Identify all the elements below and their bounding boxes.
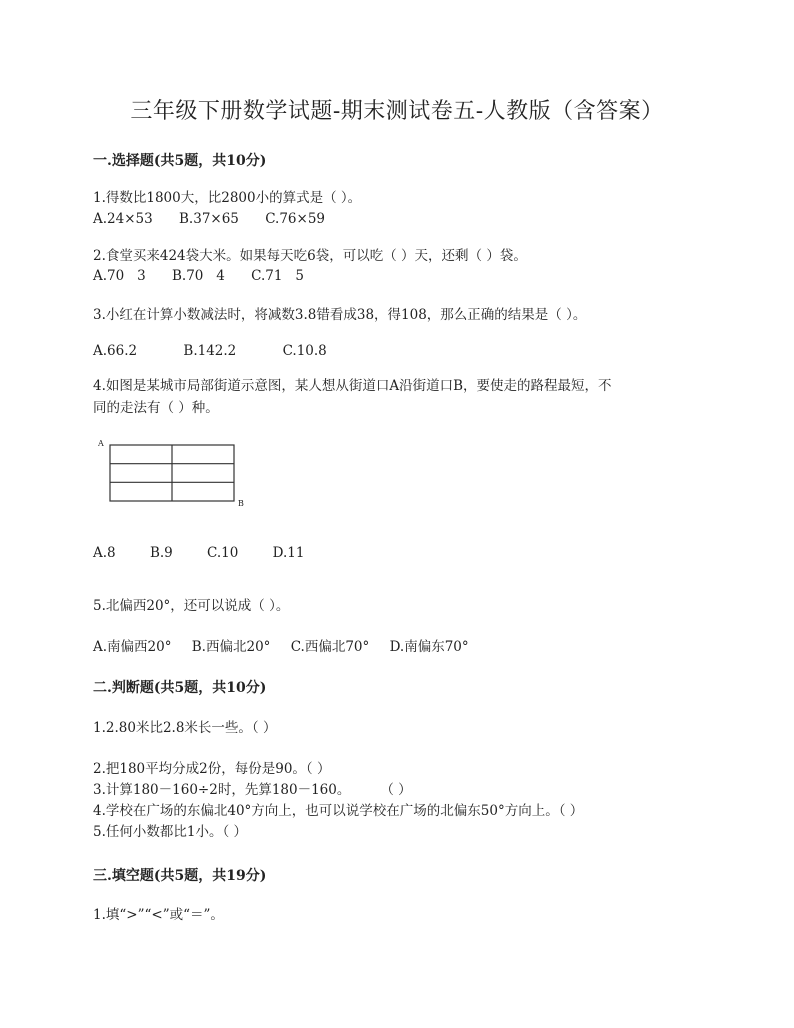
section-heading-judge: 二.判断题(共5题，共10分) xyxy=(93,680,267,696)
option-c: C.71 5 xyxy=(251,268,304,284)
question-3: 3.小红在计算小数减法时，将减数3.8错看成38，得108，那么正确的结果是（ ）。 xyxy=(93,307,587,323)
judge-item-4: 4.学校在广场的东偏北40°方向上，也可以说学校在广场的北偏东50°方向上。（ ） xyxy=(93,803,584,819)
option-a: A.70 3 xyxy=(93,268,146,284)
option-a: A.24×53 xyxy=(93,211,153,227)
option-c: C.10.8 xyxy=(282,343,327,359)
question-4-options xyxy=(93,545,326,561)
option-a: A.南偏西20° xyxy=(93,639,172,655)
page-title: 三年级下册数学试题-期末测试卷五-人教版（含答案） xyxy=(130,99,664,124)
judge-item-3: 3.计算180－160÷2时，先算180－160。 （ ） xyxy=(93,782,412,798)
option-a: A.8 xyxy=(93,545,116,561)
option-c: C.西偏北70° xyxy=(290,639,370,655)
option-b: B.37×65 xyxy=(179,211,239,227)
judge-item-2: 2.把180平均分成2份，每份是90。（ ） xyxy=(93,761,331,777)
option-c: C.10 xyxy=(207,545,239,561)
option-b: B.70 4 xyxy=(171,268,225,284)
question-1: 1.得数比1800大，比2800小的算式是（ ）。 xyxy=(93,190,362,206)
option-d: D.11 xyxy=(272,545,305,561)
option-c: C.76×59 xyxy=(265,211,326,227)
question-4-line-2: 同的走法有（ ）种。 xyxy=(93,400,219,416)
question-5: 5.北偏西20°，还可以说成（ ）。 xyxy=(93,598,290,614)
judge-item-1: 1.2.80米比2.8米长一些。（ ） xyxy=(93,720,277,736)
option-a: A.66.2 xyxy=(93,343,138,359)
option-b: B.142.2 xyxy=(183,343,237,359)
question-3-options xyxy=(93,343,349,359)
option-d: D.南偏东70° xyxy=(389,639,469,655)
question-2: 2.食堂买来424袋大米。如果每天吃6袋，可以吃（ ）天，还剩（ ）袋。 xyxy=(93,248,527,264)
fill-question-1: 1.填“>”“<”或“＝”。 xyxy=(93,907,224,923)
figure-label-b: B xyxy=(238,499,244,508)
question-2-options xyxy=(93,268,326,284)
section-heading-fill: 三.填空题(共5题，共19分) xyxy=(93,868,267,884)
street-grid-figure xyxy=(98,436,248,512)
option-b: B.9 xyxy=(149,545,173,561)
question-4-line-1: 4.如图是某城市局部街道示意图，某人想从街道口A沿街道口B，要使走的路程最短，不 xyxy=(93,378,612,394)
question-5-options xyxy=(93,635,485,655)
figure-label-a: A xyxy=(98,439,104,448)
section-heading-choice: 一.选择题(共5题，共10分) xyxy=(93,153,267,169)
question-1-options xyxy=(93,211,347,227)
option-b: B.西偏北20° xyxy=(191,639,271,655)
judge-item-5: 5.任何小数都比1小。（ ） xyxy=(93,824,248,840)
